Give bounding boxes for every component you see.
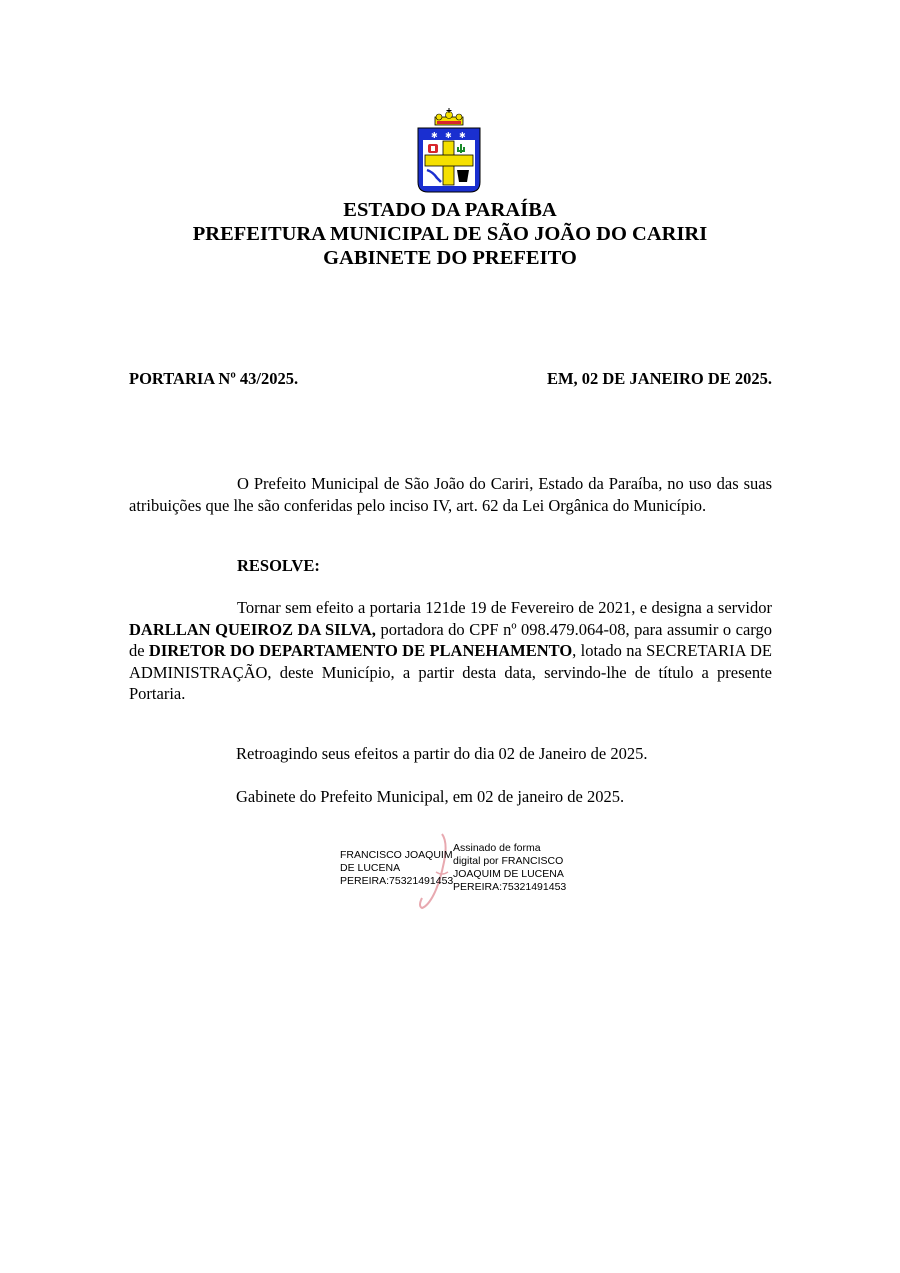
portaria-number: PORTARIA Nº 43/2025. — [129, 369, 299, 388]
svg-text:✱: ✱ — [459, 131, 466, 140]
decision-paragraph — [129, 597, 772, 705]
role-title: DIRETOR DO DEPARTAMENTO DE PLANEHAMENTO — [148, 641, 573, 660]
signature-info-line: PEREIRA:75321491453 — [453, 881, 567, 893]
intro-paragraph: O Prefeito Municipal de São João do Cariri, Estado da Paraíba, no uso das suas atribuições que lhe são conferidas pelo inciso IV, art. 62 da Lei Orgânica do Município. — [129, 474, 772, 515]
signer-name-line: FRANCISCO JOAQUIM — [340, 849, 453, 861]
signature-info-line: digital por FRANCISCO — [453, 855, 564, 867]
decision-text-part1: Tornar sem efeito a portaria 121de 19 de Fevereiro de 2021, e designa a servidor — [237, 598, 772, 617]
decision-text-part3: , lotado na SECRETARIA DE ADMINISTRAÇÃO, deste Município, a partir desta data, servindo-lhe de título a presente Portaria. — [129, 641, 772, 703]
signer-name-line: PEREIRA:75321491453 — [340, 875, 454, 887]
digital-signature-block — [340, 832, 580, 912]
header-office: GABINETE DO PREFEITO — [323, 247, 577, 269]
portaria-date: EM, 02 DE JANEIRO DE 2025. — [546, 369, 772, 388]
servant-name: DARLLAN QUEIROZ DA SILVA, — [129, 619, 376, 639]
signer-name-line: DE LUCENA — [340, 862, 401, 874]
svg-text:✱: ✱ — [431, 131, 438, 140]
closing-line: Gabinete do Prefeito Municipal, em 02 de janeiro de 2025. — [236, 787, 625, 806]
signer-name — [340, 849, 454, 888]
header-prefecture: PREFEITURA MUNICIPAL DE SÃO JOÃO DO CARIRI — [192, 223, 708, 245]
svg-text:✱: ✱ — [445, 131, 452, 140]
resolve-heading: RESOLVE: — [237, 556, 320, 575]
header-state: ESTADO DA PARAÍBA — [343, 199, 557, 221]
document-header — [0, 198, 900, 270]
signature-info-line: Assinado de forma — [453, 842, 541, 854]
signature-info — [453, 842, 583, 894]
decision-text-part2: portadora do CPF nº 098.479.064-08, para assumir o cargo de — [129, 619, 772, 660]
signature-info-line: JOAQUIM DE LUCENA — [453, 868, 564, 880]
municipal-crest-emblem — [415, 108, 483, 194]
retroactive-line: Retroagindo seus efeitos a partir do dia 02 de Janeiro de 2025. — [236, 744, 648, 763]
